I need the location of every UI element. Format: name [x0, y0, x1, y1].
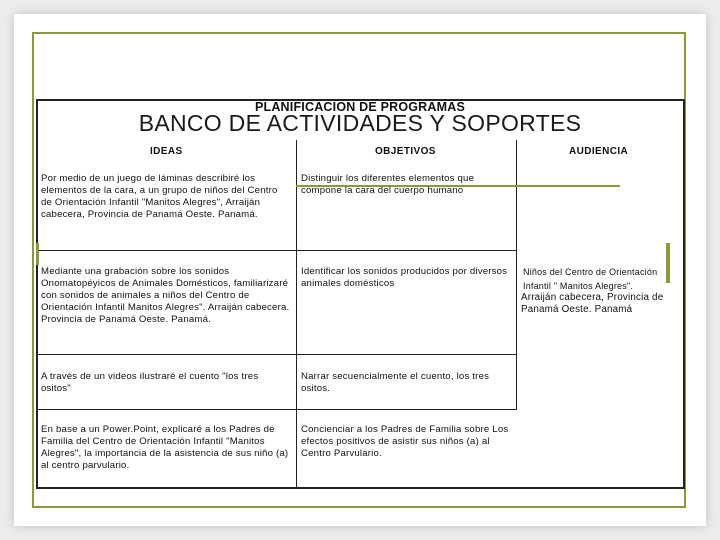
document-title: BANCO DE ACTIVIDADES Y SOPORTES [138, 110, 582, 136]
header-audiencia: AUDIENCIA [569, 146, 629, 157]
accent-line [36, 243, 39, 265]
row-divider [37, 354, 516, 355]
document-subtitle: PLANIFICACION DE PROGRAMAS [254, 100, 466, 114]
column-divider [296, 412, 297, 488]
audiencia-line-2: Arraiján cabecera, Provincia de Panamá Oeste. Panamá [521, 292, 664, 315]
objetivo-cell: Identificar los sonidos producidos por diversos animales domésticos [301, 266, 508, 290]
objetivo-cell: Distinguir los diferentes elementos que compone la cara del cuerpo humano [301, 173, 475, 197]
idea-cell: Por medio de un juego de láminas describiré los elementos de la cara, a un grupo de niños del Centro de Orientación Infantil "Manitos Alegres", Arraiján cabecera, Provincia de Panamá Oeste. Panamá. [41, 173, 278, 221]
column-divider [516, 140, 517, 410]
column-divider [296, 140, 297, 412]
idea-cell: En base a un Power.Point, explicaré a los Padres de Familia del Centro de Orientación Infantil "Manitos Alegres", la importancia de la asistencia de sus niño (a) al centro parvulario. [41, 424, 289, 472]
audiencia-line-1: Niños del Centro de Orientación Infantil " Manitos Alegres". [523, 267, 658, 291]
idea-cell: Mediante una grabación sobre los sonidos Onomatopéyicos de Animales Domésticos, familiarizaré con sonidos de animales a niños del Centro de Orientación Infantil Manitos Alegres". Arraiján cabecera. Provincia de Panamá Oeste. Panamá. [41, 266, 290, 326]
idea-cell: A través de un videos ilustraré el cuento "los tres ositos" [41, 371, 259, 395]
row-divider [37, 409, 516, 410]
objetivo-cell: Concienciar a los Padres de Familia sobre Los efectos positivos de asistir sus niños (a) al Centro Parvulario. [301, 424, 509, 460]
objetivo-cell: Narrar secuencialmente el cuento, los tres ositos. [301, 371, 490, 395]
row-divider [37, 250, 516, 251]
header-objetivos: OBJETIVOS [375, 146, 436, 157]
header-ideas: IDEAS [150, 146, 183, 157]
